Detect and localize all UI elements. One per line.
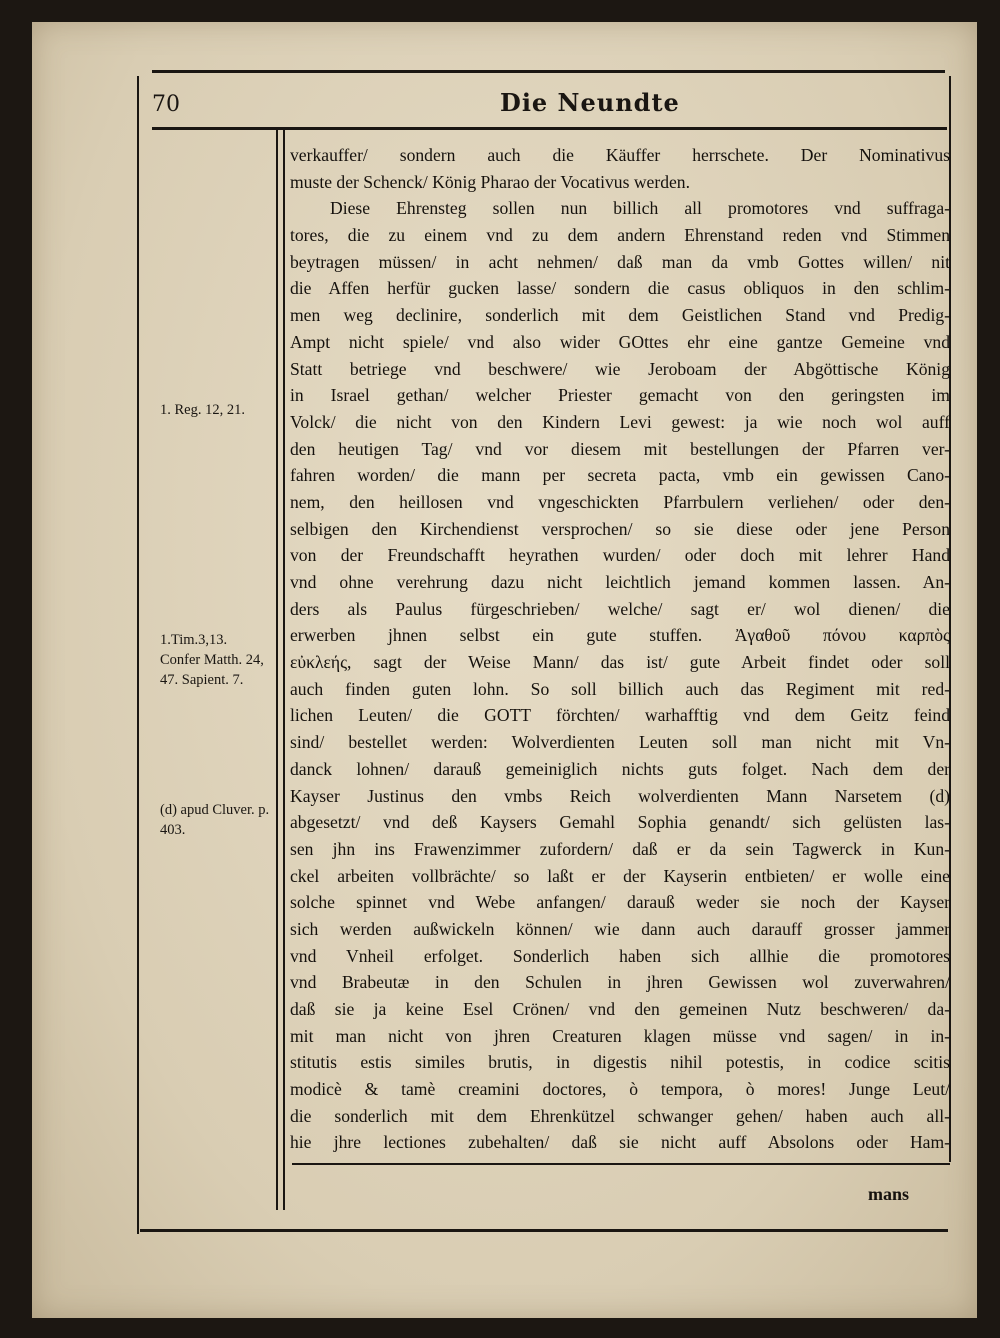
text-line: vnd Vnheil erfolget. Sonderlich haben sich allhie die promotores bbox=[290, 945, 950, 966]
text-line: Kayser Justinus den vmbs Reich wolverdienten Mann Narsetem (d) bbox=[290, 785, 950, 806]
text-line: Diese Ehrensteg sollen nun billich all promotores vnd suffraga- bbox=[330, 198, 950, 219]
text-line: ckel arbeiten vollbrächte/ so laßt er der Kayserin entbieten/ er wolle eine bbox=[290, 865, 950, 886]
header-underline bbox=[152, 127, 947, 130]
text-line: solche spinnet vnd Webe anfangen/ darauß weder sie noch der Kayser bbox=[290, 892, 950, 913]
text-line: hie jhre lectiones zubehalten/ daß sie nicht auff Absolons oder Ham- bbox=[290, 1132, 950, 1153]
text-line: lichen Leuten/ die GOTT förchten/ warhafftig vnd dem Geitz feind bbox=[290, 705, 950, 726]
text-line: tores, die zu einem vnd zu dem andern Ehrenstand reden vnd Stimmen bbox=[290, 225, 950, 246]
text-line: selbigen den Kirchendienst versprochen/ so sie diese oder jene Person bbox=[290, 518, 950, 539]
margin-note: 1. Reg. 12, 21. bbox=[160, 402, 245, 418]
text-line: sind/ bestellet werden: Wolverdienten Leuten soll man nicht mit Vn- bbox=[290, 732, 950, 753]
text-line: auch finden guten lohn. So soll billich auch das Regiment mit red- bbox=[290, 678, 950, 699]
text-bottom-rule bbox=[292, 1163, 950, 1165]
text-line: von der Freundschafft heyrathen wurden/ oder doch mit lehrer Hand bbox=[290, 545, 950, 566]
text-line: verkauffer/ sondern auch die Käuffer herrschete. Der Nominativus bbox=[290, 145, 950, 165]
text-line: daß sie ja keine Esel Crönen/ vnd den gemeinen Nutz beschweren/ da- bbox=[290, 999, 950, 1019]
text-line: Ampt nicht spiele/ vnd also wider GOttes ehr eine gantze Gemeine vnd bbox=[290, 331, 950, 352]
text-line: fahren worden/ die mann per secreta pacta, vmb ein gewissen Cano- bbox=[290, 465, 950, 486]
top-rule bbox=[152, 70, 945, 73]
page-number: 70 bbox=[152, 92, 180, 117]
text-line: εὐκλεής, sagt der Weise Mann/ das ist/ gute Arbeit findet oder soll bbox=[290, 652, 950, 673]
text-line: sich werden außwickeln können/ wie dann auch darauff grosser jammer bbox=[290, 918, 950, 939]
text-line: Statt betriege vnd beschwere/ wie Jeroboam der Abgöttische König bbox=[290, 358, 950, 379]
text-line: abgesetzt/ vnd deß Kaysers Gemahl Sophia genandt/ sich gelüsten las- bbox=[290, 812, 950, 833]
text-line: muste der Schenck/ König Pharao der Vocativus werden. bbox=[290, 171, 690, 192]
text-line: Volck/ die nicht von den Kindern Levi gewest: ja wie noch wol auff bbox=[290, 411, 950, 432]
catchword: mans bbox=[868, 1184, 910, 1204]
text-line: ders als Paulus fürgeschrieben/ welche/ sagt er/ wol dienen/ die bbox=[290, 598, 950, 619]
text-line: nem, den heillosen vnd vngeschickten Pfarrbulern verliehen/ oder den- bbox=[290, 491, 950, 512]
text-line: beytragen müssen/ in acht nehmen/ daß man da vmb Gottes willen/ nit bbox=[290, 251, 950, 272]
text-line: stitutis estis similes brutis, in digestis nihil potestis, in codice scitis bbox=[290, 1052, 950, 1073]
column-divider-right bbox=[283, 130, 285, 1210]
text-line: den heutigen Tag/ vnd vor diesem mit bestellungen der Pfarren ver- bbox=[290, 438, 950, 459]
page-bottom-rule bbox=[140, 1229, 948, 1232]
text-line: modicè & tamè creamini doctores, ò tempora, ò mores! Junge Leut/ bbox=[290, 1079, 950, 1100]
text-line: die sonderlich mit dem Ehrenkützel schwanger gehen/ haben auch all- bbox=[290, 1105, 950, 1126]
text-line: vnd ohne verehrung dazu nicht leichtlich jemand kommen lassen. An- bbox=[290, 572, 950, 592]
text-line: erwerben jhnen selbst ein gute stuffen. Ἀγαθοῦ πόνου καρπὸς bbox=[290, 625, 950, 646]
text-line: die Affen herfür gucken lasse/ sondern die casus obliquos in den schlim- bbox=[290, 278, 950, 299]
column-divider-left bbox=[276, 130, 278, 1210]
text-line: in Israel gethan/ welcher Priester gemacht von den geringsten im bbox=[290, 385, 950, 406]
margin-note: 1.Tim.3,13. Confer Matth. 24, 47. Sapient. 7. bbox=[160, 632, 264, 688]
text-line: vnd Brabeutæ in den Schulen in jhren Gewissen wol zuverwahren/ bbox=[290, 972, 950, 993]
text-line: mit man nicht von jhren Creaturen klagen müsse vnd sagen/ in in- bbox=[290, 1025, 950, 1046]
margin-note: (d) apud Cluver. p. 403. bbox=[160, 802, 270, 838]
text-line: danck lohnen/ darauß gemeiniglich nichts guts folget. Nach dem der bbox=[290, 758, 950, 779]
running-title: Die Neundte bbox=[500, 88, 680, 117]
text-line: sen jhn ins Frawenzimmer zufordern/ daß er da sein Tagwerck in Kun- bbox=[290, 838, 950, 859]
text-line: men weg declinire, sonderlich mit dem Geistlichen Stand vnd Predig- bbox=[290, 305, 950, 326]
main-text-column bbox=[290, 142, 950, 1156]
left-outer-rule bbox=[137, 76, 139, 1234]
